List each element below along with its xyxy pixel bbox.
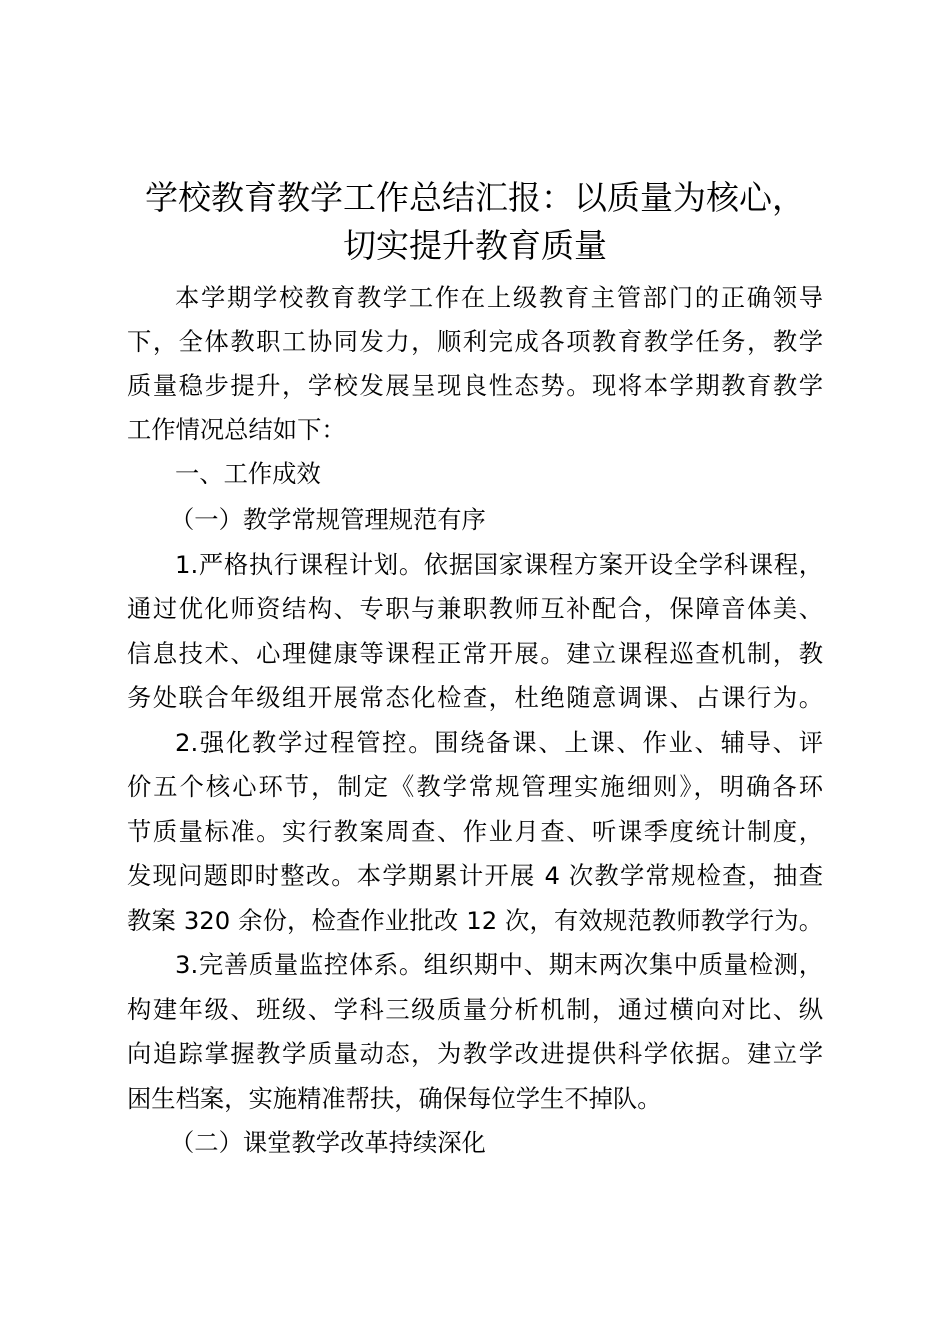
document-title-line-1: 学校教育教学工作总结汇报：以质量为核心， — [145, 178, 805, 217]
item-2-line: 价五个核心环节，制定《教学常规管理实施细则》，明确各环 — [127, 772, 823, 801]
item-1-line: 通过优化师资结构、专职与兼职教师互补配合，保障音体美、 — [127, 594, 823, 623]
intro-line: 下，全体教职工协同发力，顺利完成各项教育教学任务，教学 — [127, 327, 823, 356]
intro-line: 本学期学校教育教学工作在上级教育主管部门的正确领导 — [175, 283, 823, 312]
item-3-line: 向追踪掌握教学质量动态，为教学改进提供科学依据。建立学 — [127, 1039, 823, 1068]
item-1-line: 1.严格执行课程计划。依据国家课程方案开设全学科课程， — [175, 550, 823, 579]
subsection-heading: （一）教学常规管理规范有序 — [170, 505, 486, 534]
item-1-line: 信息技术、心理健康等课程正常开展。建立课程巡查机制，教 — [127, 639, 823, 668]
item-2-line: 发现问题即时整改。本学期累计开展 4 次教学常规检查，抽查 — [127, 861, 823, 890]
item-3-line: 3.完善质量监控体系。组织期中、期末两次集中质量检测， — [175, 950, 823, 979]
item-2-line: 2.强化教学过程管控。围绕备课、上课、作业、辅导、评 — [175, 728, 823, 757]
section-heading: 一、工作成效 — [175, 459, 321, 488]
item-2-line: 节质量标准。实行教案周查、作业月查、听课季度统计制度， — [127, 817, 823, 846]
item-1-line: 务处联合年级组开展常态化检查，杜绝随意调课、占课行为。 — [127, 683, 823, 712]
item-3-line: 困生档案，实施精准帮扶，确保每位学生不掉队。 — [127, 1084, 662, 1113]
intro-line: 工作情况总结如下： — [127, 415, 346, 444]
intro-line: 质量稳步提升，学校发展呈现良性态势。现将本学期教育教学 — [127, 371, 823, 400]
document-title-line-2: 切实提升教育质量 — [343, 226, 607, 265]
item-3-line: 构建年级、班级、学科三级质量分析机制，通过横向对比、纵 — [127, 995, 823, 1024]
item-2-line: 教案 320 余份，检查作业批改 12 次，有效规范教师教学行为。 — [127, 906, 823, 935]
subsection-heading: （二）课堂教学改革持续深化 — [170, 1128, 486, 1157]
